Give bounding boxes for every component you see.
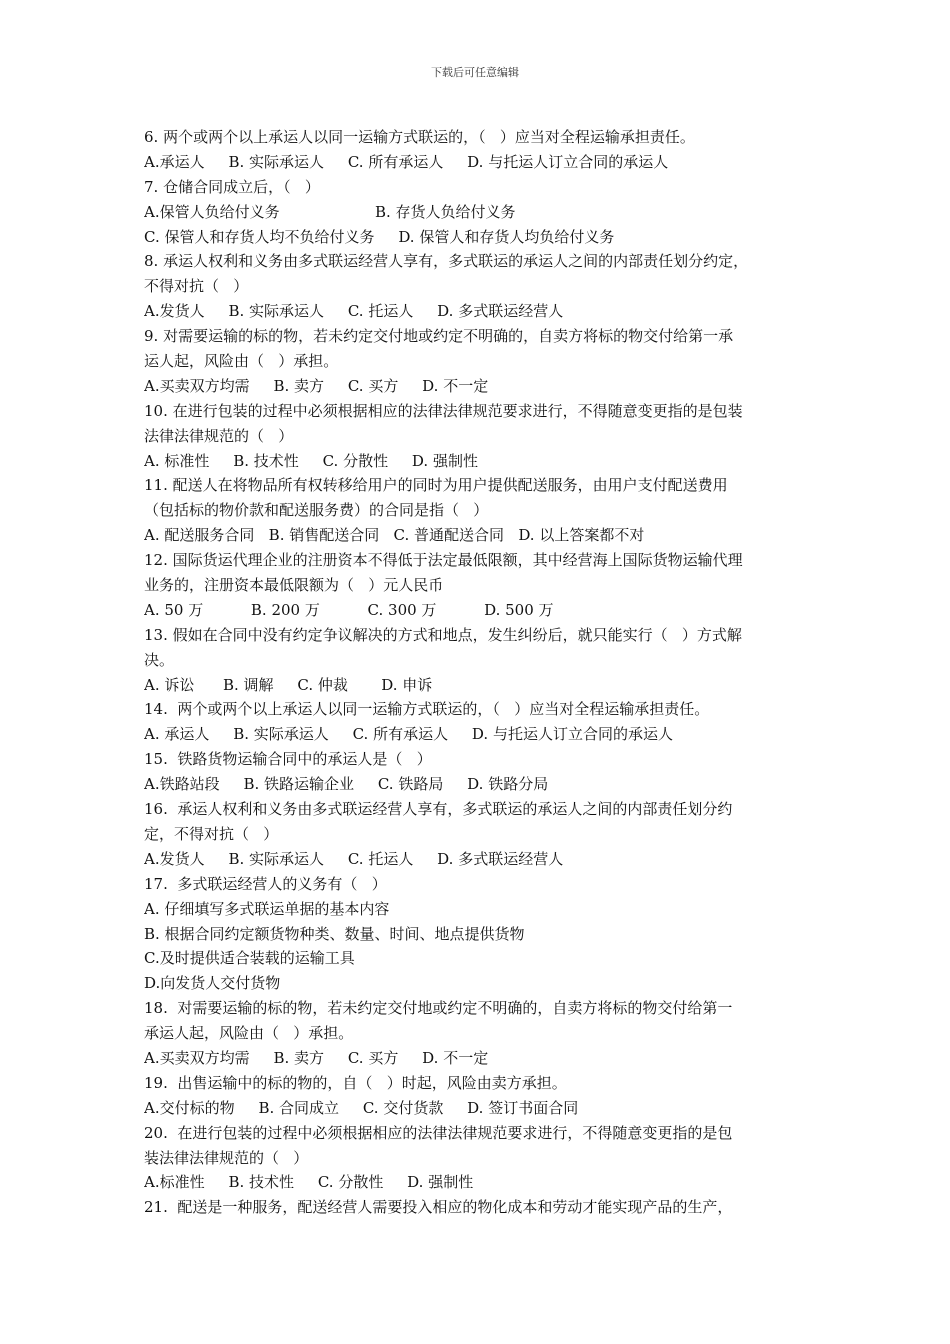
text-line: 法律法律规范的（ ） [144, 426, 294, 445]
text-line: 定，不得对抗（ ） [144, 824, 279, 843]
text-line: A. 配送服务合同 B. 销售配送合同 C. 普通配送合同 D. 以上答案都不对 [144, 526, 645, 545]
text-line: A.交付标的物 B. 合同成立 C. 交付货款 D. 签订书面合同 [144, 1098, 579, 1117]
text-line: 11. 配送人在将物品所有权转移给用户的同时为用户提供配送服务，由用户支付配送费用 [144, 476, 728, 495]
text-line: B. 根据合同约定额货物种类、数量、时间、地点提供货物 [144, 924, 525, 943]
text-line: A.买卖双方均需 B. 卖方 C. 买方 D. 不一定 [144, 1048, 489, 1067]
text-line: 18. 对需要运输的标的物，若未约定交付地或约定不明确的，自卖方将标的物交付给第一 [144, 999, 733, 1018]
text-line: A. 标准性 B. 技术性 C. 分散性 D. 强制性 [144, 451, 478, 470]
text-line: A. 诉讼 B. 调解 C. 仲裁 D. 申诉 [144, 675, 433, 694]
text-line: 承运人起，风险由（ ）承担。 [144, 1024, 354, 1043]
text-line: 20. 在进行包装的过程中必须根据相应的法律法律规范要求进行，不得随意变更指的是包 [144, 1123, 733, 1142]
text-line: A.买卖双方均需 B. 卖方 C. 买方 D. 不一定 [144, 376, 489, 395]
text-line: A.标准性 B. 技术性 C. 分散性 D. 强制性 [144, 1173, 474, 1192]
text-line: C. 保管人和存货人均不负给付义务 D. 保管人和存货人均负给付义务 [144, 227, 615, 246]
text-line: 8. 承运人权利和义务由多式联运经营人享有，多式联运的承运人之间的内部责任划分约定， [144, 252, 749, 271]
text-line: A. 50 万 B. 200 万 C. 300 万 D. 500 万 [144, 600, 554, 619]
text-line: A. 承运人 B. 实际承运人 C. 所有承运人 D. 与托运人订立合同的承运人 [144, 725, 673, 744]
text-line: 决。 [144, 650, 175, 669]
text-line: A. 仔细填写多式联运单据的基本内容 [144, 899, 390, 918]
text-line: 9. 对需要运输的标的物，若未约定交付地或约定不明确的，自卖方将标的物交付给第一承 [144, 327, 734, 346]
text-line: 16. 承运人权利和义务由多式联运经营人享有，多式联运的承运人之间的内部责任划分约 [144, 800, 733, 819]
text-line: 15. 铁路货物运输合同中的承运人是（ ） [144, 750, 432, 769]
text-line: 21. 配送是一种服务，配送经营人需要投入相应的物化成本和劳动才能实现产品的生产， [144, 1198, 733, 1217]
page-header: 下载后可任意编辑 [431, 66, 519, 79]
text-line: A.铁路站段 B. 铁路运输企业 C. 铁路局 D. 铁路分局 [144, 775, 549, 794]
text-line: 19. 出售运输中的标的物的，自（ ）时起，风险由卖方承担。 [144, 1073, 567, 1092]
text-line: 7. 仓储合同成立后，（ ） [144, 177, 320, 196]
text-line: 运人起，风险由（ ）承担。 [144, 352, 339, 371]
text-line: 业务的，注册资本最低限额为（ ）元人民币 [144, 576, 444, 595]
text-line: 17. 多式联运经营人的义务有（ ） [144, 874, 387, 893]
text-line: 不得对抗（ ） [144, 277, 249, 296]
text-line: （包括标的物价款和配送服务费）的合同是指（ ） [144, 501, 489, 520]
text-line: 6. 两个或两个以上承运人以同一运输方式联运的，（ ）应当对全程运输承担责任。 [144, 128, 695, 146]
document-body [144, 125, 824, 1220]
text-line: A.承运人 B. 实际承运人 C. 所有承运人 D. 与托运人订立合同的承运人 [144, 152, 669, 171]
text-line: A.发货人 B. 实际承运人 C. 托运人 D. 多式联运经营人 [144, 849, 564, 868]
text-line: 12. 国际货运代理企业的注册资本不得低于法定最低限额，其中经营海上国际货物运输代理 [144, 551, 743, 570]
text-line: 装法律法律规范的（ ） [144, 1148, 309, 1167]
text-line: 14. 两个或两个以上承运人以同一运输方式联运的，（ ）应当对全程运输承担责任。 [144, 700, 710, 719]
text-line: A.保管人负给付义务 B. 存货人负给付义务 [144, 202, 516, 221]
text-line: 13. 假如在合同中没有约定争议解决的方式和地点，发生纠纷后，就只能实行（ ）方式解 [144, 625, 742, 644]
text-line: C.及时提供适合装载的运输工具 [144, 949, 355, 968]
text-line: D.向发货人交付货物 [144, 974, 281, 993]
text-line: 10. 在进行包装的过程中必须根据相应的法律法律规范要求进行，不得随意变更指的是包装 [144, 401, 743, 420]
text-line: A.发货人 B. 实际承运人 C. 托运人 D. 多式联运经营人 [144, 302, 564, 321]
